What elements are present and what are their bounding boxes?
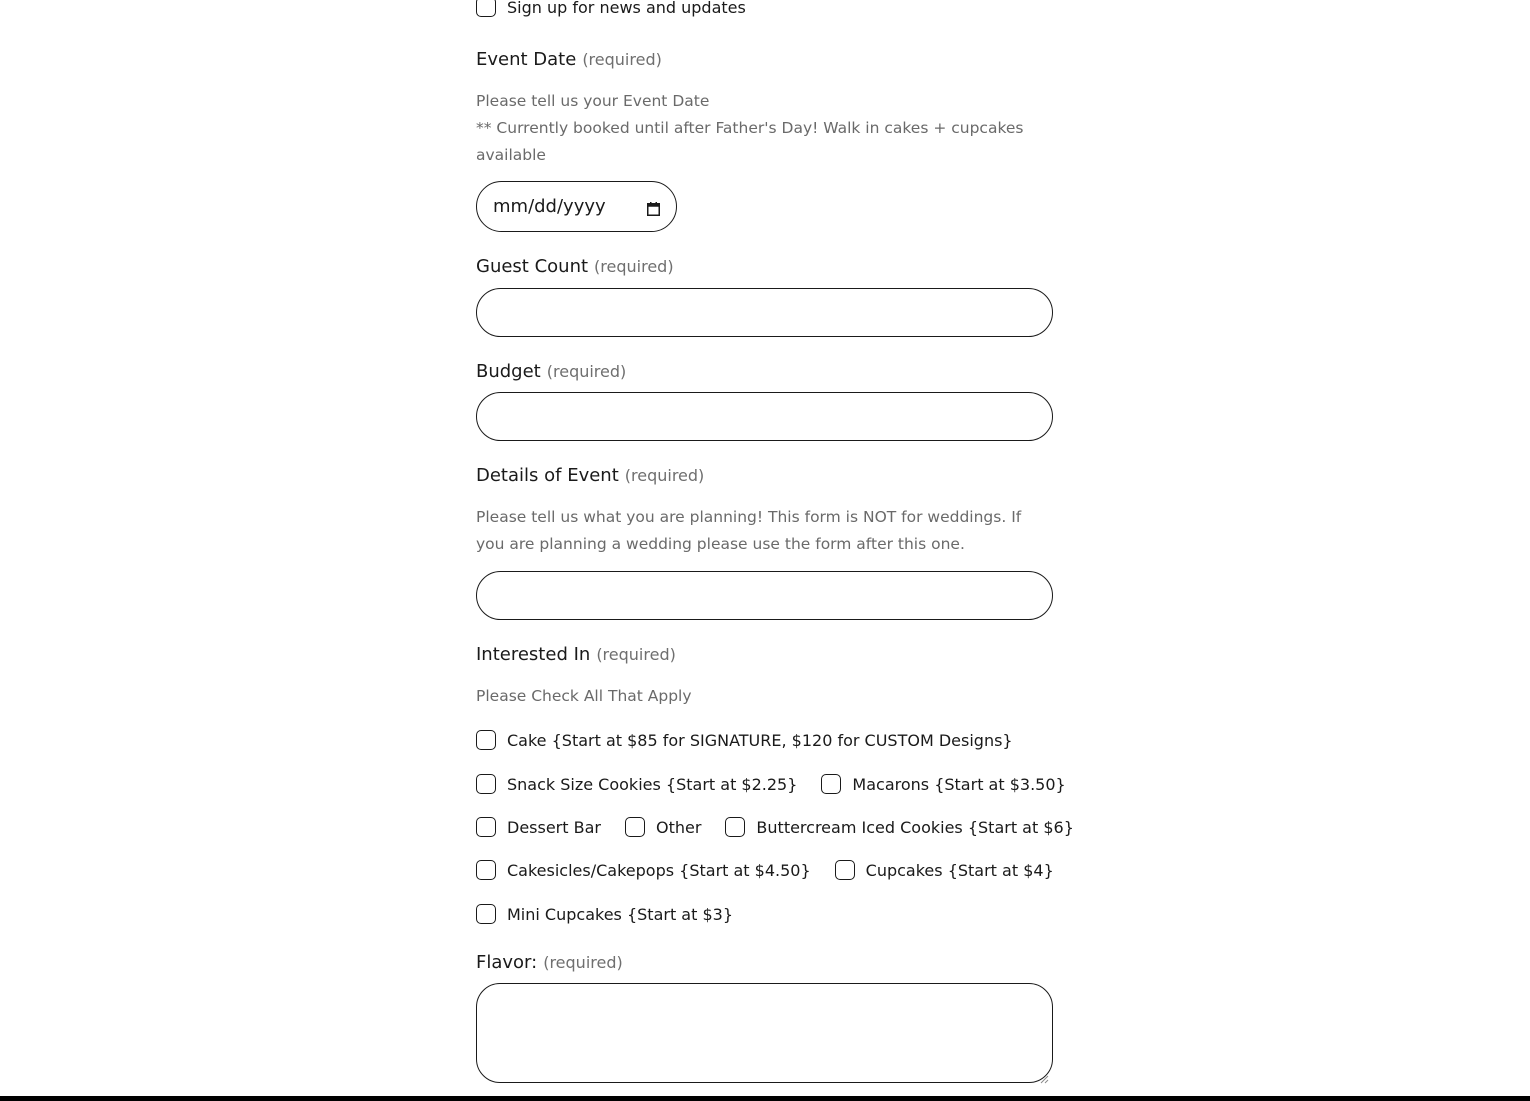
option-cupcakes-label: Cupcakes {Start at $4} [865,860,1054,880]
details-title [476,465,704,486]
option-snack-cookies-checkbox[interactable] [476,774,496,794]
option-other-checkbox[interactable] [625,817,645,837]
option-mini-cupcakes-label: Mini Cupcakes {Start at $3} [507,904,734,924]
option-cupcakes-checkbox[interactable] [835,860,855,880]
option-dessert-bar-label: Dessert Bar [507,817,601,837]
newsletter-checkbox[interactable] [476,0,496,17]
budget-label: Budget [476,361,541,382]
event-date-required: (required) [582,50,662,69]
budget-input[interactable] [476,392,1053,441]
interested-in-description: Please Check All That Apply [476,687,692,705]
option-cupcakes[interactable] [835,860,1054,880]
interested-in-title [476,644,676,665]
option-dessert-bar-checkbox[interactable] [476,817,496,837]
event-date-label: Event Date [476,49,577,70]
calendar-icon-svg [647,202,660,216]
calendar-icon[interactable] [647,200,660,214]
option-macarons-checkbox[interactable] [821,774,841,794]
interested-in-label: Interested In [476,644,591,665]
interested-in-required: (required) [596,645,676,664]
option-snack-cookies-label: Snack Size Cookies {Start at $2.25} [507,774,798,794]
interested-row-5 [476,904,733,924]
option-mini-cupcakes-checkbox[interactable] [476,904,496,924]
option-cakesicles-label: Cakesicles/Cakepops {Start at $4.50} [507,860,811,880]
details-input[interactable] [476,571,1053,620]
bottom-bar [0,1096,1530,1101]
event-date-description-line-2: ** Currently booked until after Father's Day! Walk in cakes + cupcakes available [476,119,1024,164]
option-cake-label: Cake {Start at $85 for SIGNATURE, $120 for CUSTOM Designs} [507,730,1013,750]
event-date-title [476,49,662,70]
option-dessert-bar[interactable] [476,817,601,837]
option-buttercream-cookies[interactable] [725,817,1073,837]
guest-count-title [476,256,674,277]
guest-count-required: (required) [594,257,674,276]
details-description: Please tell us what you are planning! This form is NOT for weddings. If you are planning a wedding please use the form after this one. [476,508,1022,553]
option-cake[interactable] [476,730,1013,750]
flavor-label: Flavor: [476,952,538,973]
option-buttercream-cookies-label: Buttercream Iced Cookies {Start at $6} [756,817,1074,837]
option-macarons[interactable] [821,774,1065,794]
option-snack-cookies[interactable] [476,774,797,794]
event-date-input[interactable] [476,181,677,232]
flavor-title [476,952,623,973]
option-other-label: Other [655,817,702,837]
guest-count-label: Guest Count [476,256,589,277]
option-cake-checkbox[interactable] [476,730,496,750]
newsletter-checkbox-item[interactable] [476,0,746,17]
event-date-description [476,88,1046,169]
option-buttercream-cookies-checkbox[interactable] [725,817,745,837]
option-macarons-label: Macarons {Start at $3.50} [852,774,1066,794]
option-other[interactable] [625,817,701,837]
flavor-textarea[interactable] [476,983,1053,1083]
interested-row-3 [476,817,1074,837]
budget-title [476,361,626,382]
option-cakesicles-checkbox[interactable] [476,860,496,880]
interested-row-2 [476,774,1066,794]
interested-row-4 [476,860,1054,880]
newsletter-label: Sign up for news and updates [507,0,746,17]
flavor-required: (required) [543,953,623,972]
flavor-textarea-wrapper [476,983,1053,1083]
resize-grip-icon[interactable] [1039,1069,1049,1079]
guest-count-input[interactable] [476,288,1053,337]
details-label: Details of Event [476,465,619,486]
option-mini-cupcakes[interactable] [476,904,733,924]
resize-grip-icon-svg [1039,1074,1049,1084]
option-cakesicles[interactable] [476,860,811,880]
interested-row-1 [476,730,1013,750]
details-required: (required) [624,466,705,485]
event-date-description-line-1: Please tell us your Event Date [476,92,710,110]
event-date-placeholder: mm/dd/yyyy [493,196,606,217]
budget-required: (required) [546,362,627,381]
